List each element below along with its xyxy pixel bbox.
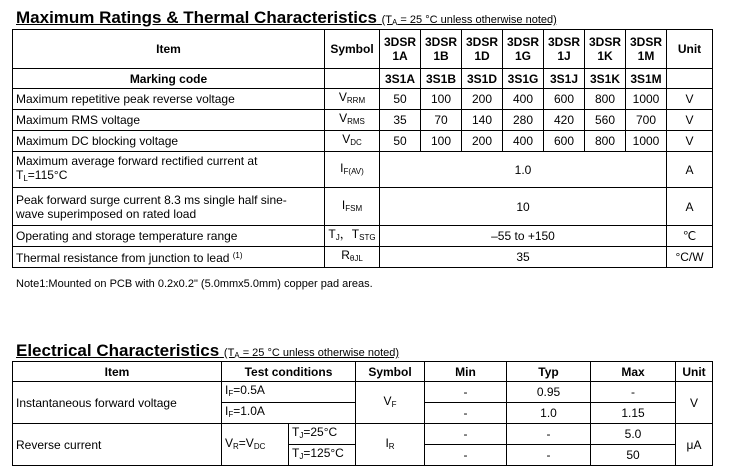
vrrm-unit: V — [667, 89, 713, 110]
temp-label: Operating and storage temperature range — [13, 226, 325, 247]
vrms-unit: V — [667, 110, 713, 131]
ifav-row — [13, 152, 713, 188]
part-header: 3DSR 1K — [585, 30, 626, 69]
marking-unit-empty — [667, 69, 713, 89]
ifsm-symbol: $I_{FSM}$ — [325, 188, 380, 226]
vrms-value: 35 — [380, 110, 421, 131]
vf-max: - — [591, 382, 676, 403]
ir-label: Reverse current — [13, 424, 222, 466]
part-header: 3DSR 1B — [421, 30, 462, 69]
ifsm-unit: A — [667, 188, 713, 226]
rth-label: Thermal resistance from junction to lead $^{(1)}$ — [13, 247, 325, 268]
el-header-min: Min — [425, 362, 507, 382]
marking-symbol-empty — [325, 69, 380, 89]
vdc-label: Maximum DC blocking voltage — [13, 131, 325, 152]
vrms-value: 140 — [462, 110, 503, 131]
vdc-value: 1000 — [626, 131, 667, 152]
ratings-title: Maximum Ratings & Thermal Characteristics ($T_A = 25$ °C unless otherwise noted) — [16, 8, 557, 27]
vdc-value: 200 — [462, 131, 503, 152]
ir-typ: - — [507, 424, 591, 445]
vrms-symbol: $V_{RMS}$ — [325, 110, 380, 131]
ir-condition-temp: $T_J=125^\circ C$ — [289, 445, 356, 466]
header-unit: Unit — [667, 30, 713, 69]
vrrm-value: 400 — [503, 89, 544, 110]
marking-code: 3S1A — [380, 69, 421, 89]
rth-unit: °C/W — [667, 247, 713, 268]
ratings-header-row — [13, 30, 713, 69]
ir-min: - — [425, 445, 507, 466]
temp-symbol: $T_J$，$T_{STG}$ — [325, 226, 380, 247]
vrrm-symbol: $V_{RRM}$ — [325, 89, 380, 110]
vrrm-value: 600 — [544, 89, 585, 110]
temp-value: –55 to +150 — [380, 226, 667, 247]
footnote: Note1:Mounted on PCB with 0.2x0.2" (5.0mmx5.0mm) copper pad areas. — [16, 278, 373, 290]
ir-unit: μA — [676, 424, 713, 466]
ir-max: 5.0 — [591, 424, 676, 445]
ifav-value: 1.0 — [380, 152, 667, 188]
vrrm-value: 50 — [380, 89, 421, 110]
ir-min: - — [425, 424, 507, 445]
rth-symbol: $R_{\theta JL}$ — [325, 247, 380, 268]
part-header: 3DSR 1G — [503, 30, 544, 69]
vdc-value: 50 — [380, 131, 421, 152]
el-header-unit: Unit — [676, 362, 713, 382]
vf-symbol: $V_F$ — [356, 382, 425, 424]
vrms-value: 700 — [626, 110, 667, 131]
marking-row — [13, 69, 713, 89]
vrrm-row — [13, 89, 713, 110]
el-header-typ: Typ — [507, 362, 591, 382]
vdc-value: 800 — [585, 131, 626, 152]
el-header-test: Test conditions — [222, 362, 356, 382]
vf-row-1 — [13, 382, 713, 403]
vdc-row — [13, 131, 713, 152]
electrical-table — [12, 361, 713, 466]
part-header: 3DSR 1A — [380, 30, 421, 69]
vf-label: Instantaneous forward voltage — [13, 382, 222, 424]
vrrm-value: 1000 — [626, 89, 667, 110]
vf-unit: V — [676, 382, 713, 424]
marking-code: 3S1K — [585, 69, 626, 89]
vrms-value: 420 — [544, 110, 585, 131]
ir-symbol: $I_R$ — [356, 424, 425, 466]
el-header-symbol: Symbol — [356, 362, 425, 382]
ir-max: 50 — [591, 445, 676, 466]
marking-code: 3S1G — [503, 69, 544, 89]
ratings-table — [12, 29, 713, 268]
marking-label: Marking code — [13, 69, 325, 89]
marking-code: 3S1M — [626, 69, 667, 89]
vdc-unit: V — [667, 131, 713, 152]
vf-min: - — [425, 382, 507, 403]
rth-row — [13, 247, 713, 268]
marking-code: 3S1D — [462, 69, 503, 89]
vf-min: - — [425, 403, 507, 424]
vf-typ: 1.0 — [507, 403, 591, 424]
vrrm-label: Maximum repetitive peak reverse voltage — [13, 89, 325, 110]
vrms-value: 280 — [503, 110, 544, 131]
ir-row-1 — [13, 424, 713, 445]
ifav-unit: A — [667, 152, 713, 188]
vrrm-value: 200 — [462, 89, 503, 110]
ifav-symbol: $I_{F(AV)}$ — [325, 152, 380, 188]
ir-condition-voltage: $V_R=V_{DC}$ — [222, 424, 289, 466]
vrms-row — [13, 110, 713, 131]
vrms-label: Maximum RMS voltage — [13, 110, 325, 131]
part-header: 3DSR 1J — [544, 30, 585, 69]
vrrm-value: 800 — [585, 89, 626, 110]
el-header-max: Max — [591, 362, 676, 382]
vdc-value: 400 — [503, 131, 544, 152]
vrms-value: 70 — [421, 110, 462, 131]
vf-condition: $I_F=1.0A$ — [222, 403, 356, 424]
vrrm-value: 100 — [421, 89, 462, 110]
vf-typ: 0.95 — [507, 382, 591, 403]
vdc-value: 100 — [421, 131, 462, 152]
ifsm-label: Peak forward surge current 8.3 ms single half sine- wave superimposed on rated load — [13, 188, 325, 226]
electrical-header-row — [13, 362, 713, 382]
ir-condition-temp: $T_J=25^\circ C$ — [289, 424, 356, 445]
rth-value: 35 — [380, 247, 667, 268]
electrical-conditions: ($T_A = 25$ °C unless otherwise noted) — [223, 347, 400, 360]
ir-typ: - — [507, 445, 591, 466]
temp-unit: ℃ — [667, 226, 713, 247]
header-item: Item — [13, 30, 325, 69]
temp-row — [13, 226, 713, 247]
part-header: 3DSR 1D — [462, 30, 503, 69]
vf-max: 1.15 — [591, 403, 676, 424]
el-header-item: Item — [13, 362, 222, 382]
ifav-label: Maximum average forward rectified current at $T_L=115^\circ C$ — [13, 152, 325, 188]
vrms-value: 560 — [585, 110, 626, 131]
vdc-value: 600 — [544, 131, 585, 152]
vf-condition: $I_F=0.5A$ — [222, 382, 356, 403]
ifsm-row — [13, 188, 713, 226]
marking-code: 3S1B — [421, 69, 462, 89]
ifsm-value: 10 — [380, 188, 667, 226]
marking-code: 3S1J — [544, 69, 585, 89]
ratings-conditions: ($T_A = 25$ °C unless otherwise noted) — [381, 14, 557, 27]
vdc-symbol: $V_{DC}$ — [325, 131, 380, 152]
electrical-title: Electrical Characteristics ($T_A = 25$ °C unless otherwise noted) — [16, 341, 400, 360]
header-symbol: Symbol — [325, 30, 380, 69]
part-header: 3DSR 1M — [626, 30, 667, 69]
